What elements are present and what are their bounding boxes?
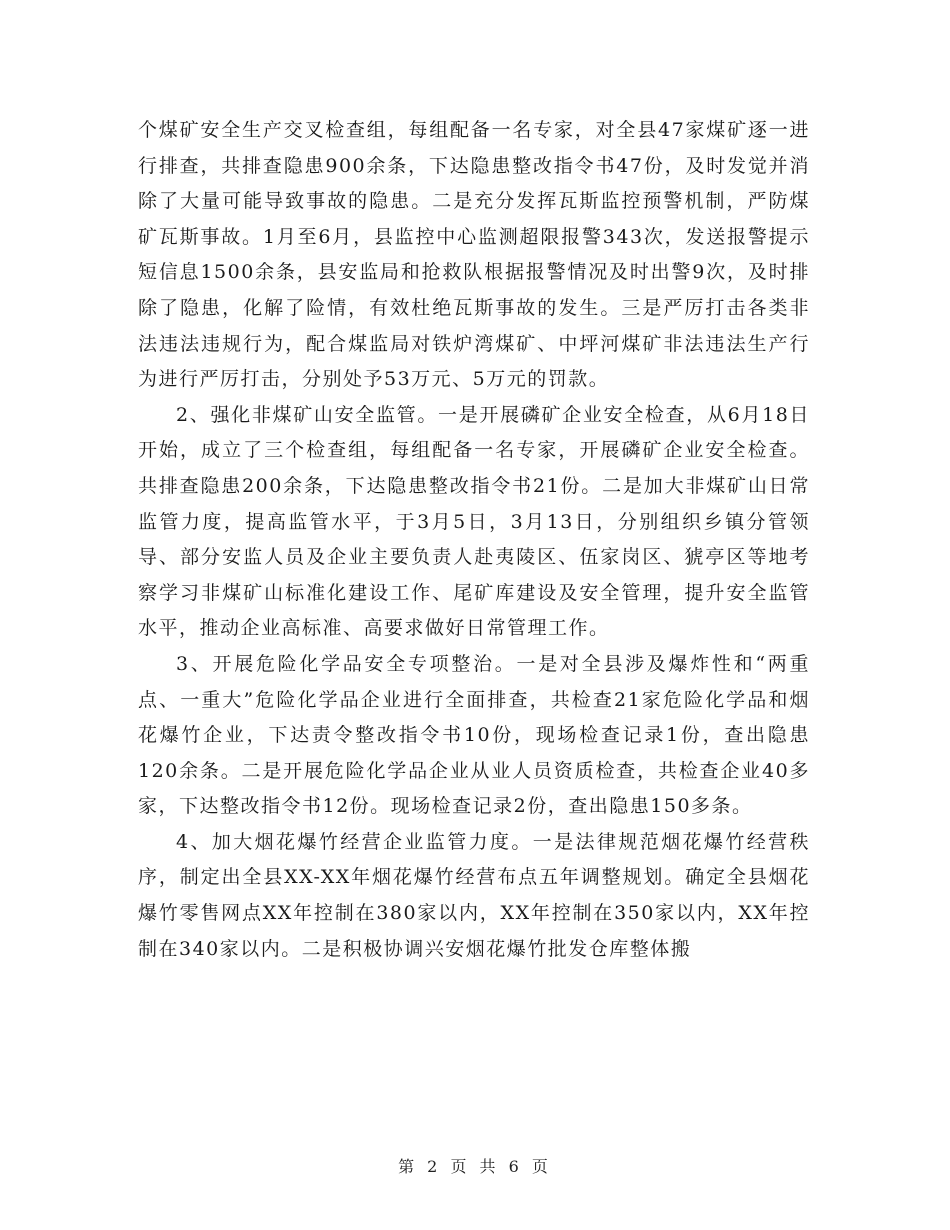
paragraph-coal-mine-continued: 个煤矿安全生产交叉检查组，每组配备一名专家，对全县47家煤矿逐一进行排查，共排查隐患900余条，下达隐患整改指令书47份，及时发觉并消除了大量可能导致事故的隐患。二是充分发挥瓦斯监控预警机制，严防煤矿瓦斯事故。1月至6月，县监控中心监测超限报警343次，发送报警提示短信息1500余条，县安监局和抢救队根据报警情况及时出警9次，及时排除了隐患，化解了险情，有效杜绝瓦斯事故的发生。三是严厉打击各类非法违法违规行为，配合煤监局对铁炉湾煤矿、中坪河煤矿非法违法生产行为进行严厉打击，分别处予53万元、5万元的罚款。 <box>138 119 810 391</box>
paragraph-fireworks-supervision: 4、加大烟花爆竹经营企业监管力度。一是法律规范烟花爆竹经营秩序，制定出全县XX-XX年烟花爆竹经营布点五年调整规划。确定全县烟花爆竹零售网点XX年控制在380家以内，XX年控制在350家以内，XX年控制在340家以内。二是积极协调兴安烟花爆竹批发仓库整体搬 <box>138 830 810 960</box>
paragraph-hazardous-chemicals: 3、开展危险化学品安全专项整治。一是对全县涉及爆炸性和“两重点、一重大”危险化学品企业进行全面排查，共检查21家危险化学品和烟花爆竹企业，下达责令整改指令书10份，现场检查记录1份，查出隐患120余条。二是开展危险化学品企业从业人员资质检查，共检查企业40多家，下达整改指令书12份。现场检查记录2份，查出隐患150多条。 <box>138 652 810 818</box>
page-footer-page-number: 第 2 页 共 6 页 <box>398 1157 552 1176</box>
document-body <box>138 113 810 967</box>
paragraph-non-coal-mine-supervision: 2、强化非煤矿山安全监管。一是开展磷矿企业安全检查，从6月18日开始，成立了三个检查组，每组配备一名专家，开展磷矿企业安全检查。共排查隐患200余条，下达隐患整改指令书21份。二是加大非煤矿山日常监管力度，提高监管水平，于3月5日，3月13日，分别组织乡镇分管领导、部分安监人员及企业主要负责人赴夷陵区、伍家岗区、猇亭区等地考察学习非煤矿山标准化建设工作、尾矿库建设及安全管理，提升安全监管水平，推动企业高标准、高要求做好日常管理工作。 <box>138 403 810 640</box>
